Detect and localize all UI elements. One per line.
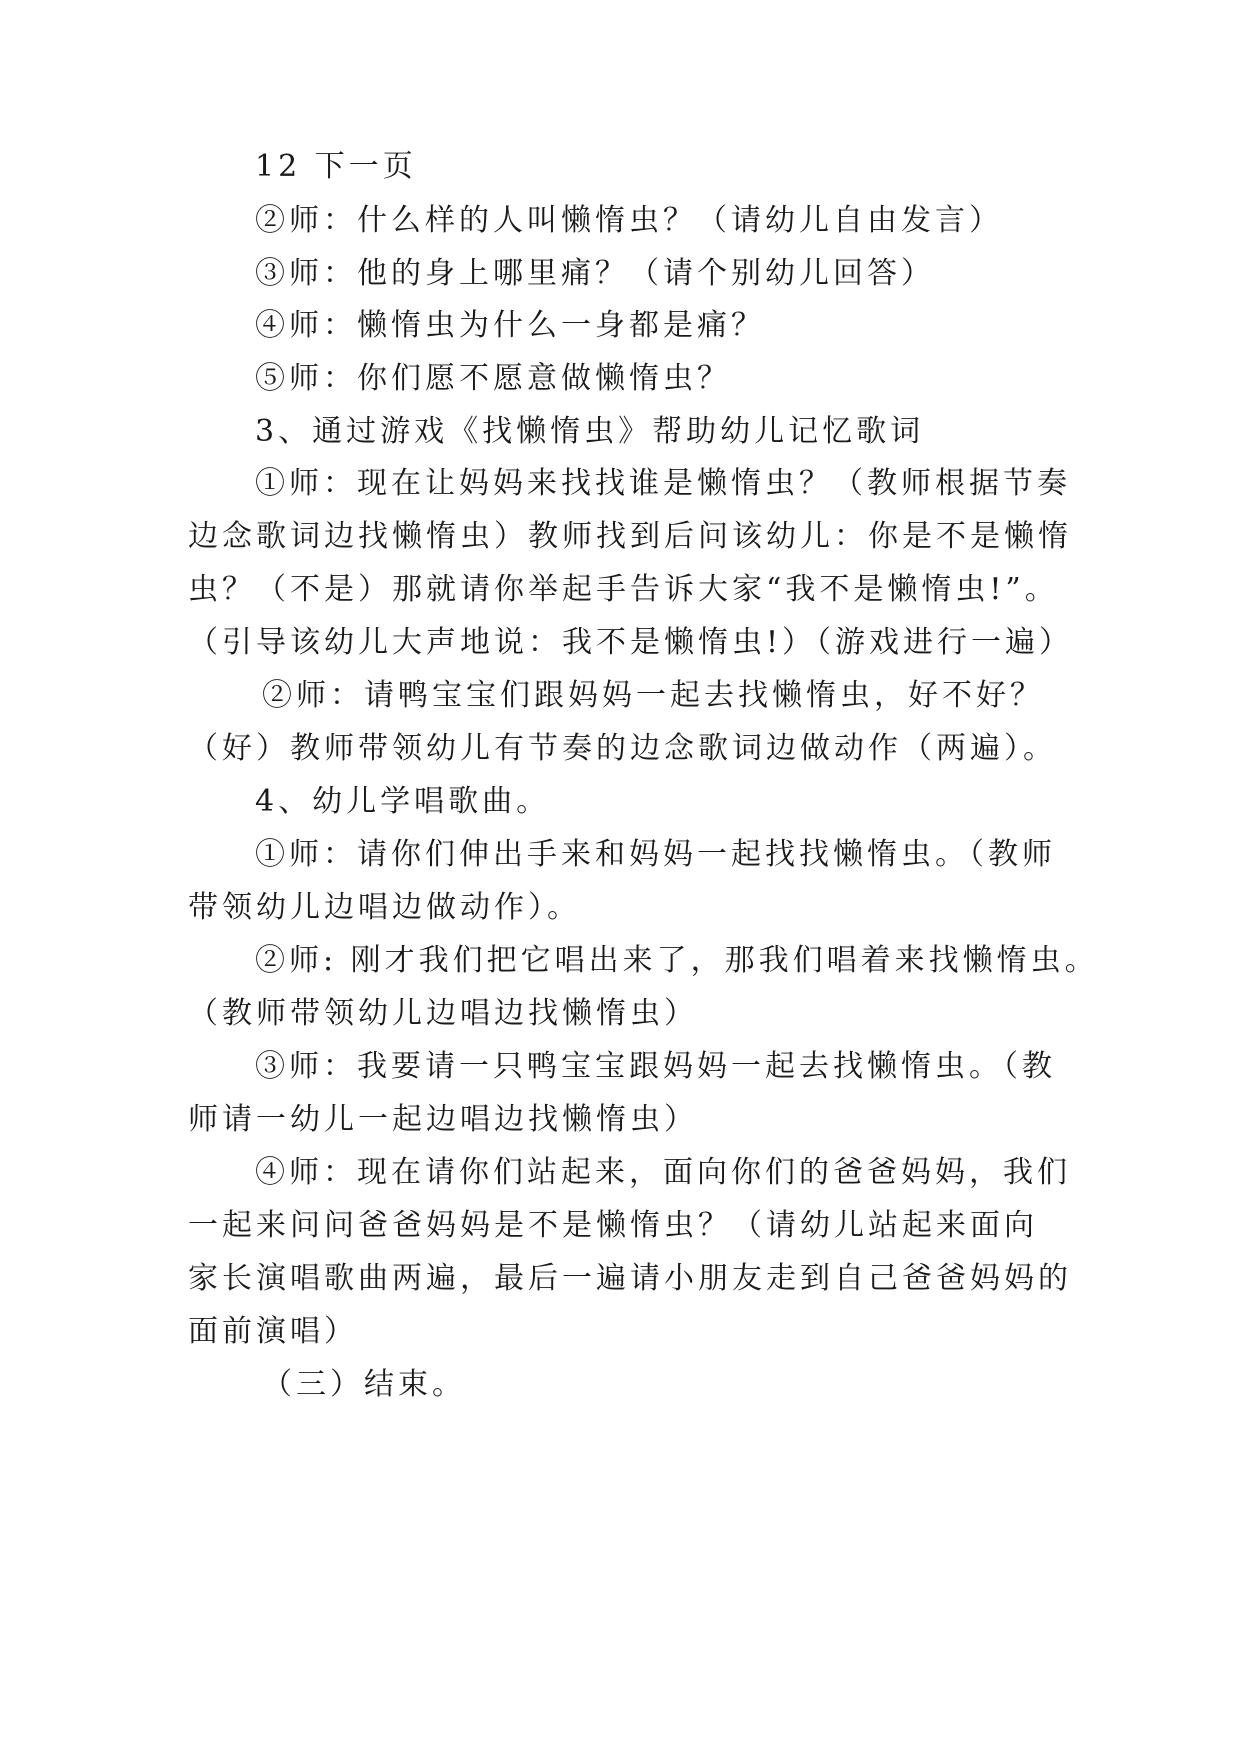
- paragraph-line: （好）教师带领幼儿有节奏的边念歌词边做动作（两遍）。: [188, 731, 1057, 766]
- paragraph-line: 虫？（不是）那就请你举起手告诉大家“我不是懒惰虫!”。: [188, 572, 1059, 607]
- paragraph-line: 边念歌词边找懒惰虫）教师找到后问该幼儿：你是不是懒惰: [188, 519, 1072, 554]
- paragraph-line: ①师：现在让妈妈来找找谁是懒惰虫？（教师根据节奏: [255, 466, 1071, 501]
- section-heading: 4、幼儿学唱歌曲。: [255, 784, 551, 819]
- page-indicator: 12 下一页: [255, 149, 417, 184]
- paragraph-line: （引导该幼儿大声地说：我不是懒惰虫!）（游戏进行一遍）: [188, 625, 1074, 660]
- paragraph-line: ④师：懒惰虫为什么一身都是痛？: [255, 308, 765, 343]
- section-heading: （三）结束。: [262, 1367, 466, 1402]
- paragraph-line: ④师：现在请你们站起来，面向你们的爸爸妈妈，我们: [255, 1155, 1071, 1190]
- paragraph-line: ⑤师：你们愿不愿意做懒惰虫？: [255, 361, 731, 396]
- paragraph-line: ②师：什么样的人叫懒惰虫？（请幼儿自由发言）: [255, 203, 1003, 238]
- paragraph-line: 一起来问问爸爸妈妈是不是懒惰虫？（请幼儿站起来面向: [188, 1208, 1038, 1243]
- paragraph-line: ②师：请鸭宝宝们跟妈妈一起去找懒惰虫，好不好？: [262, 678, 1044, 713]
- paragraph-line: ③师：我要请一只鸭宝宝跟妈妈一起去找懒惰虫。（教: [255, 1049, 1056, 1084]
- paragraph-line: 面前演唱）: [188, 1314, 358, 1349]
- section-heading: 3、通过游戏《找懒惰虫》帮助幼儿记忆歌词: [255, 414, 925, 449]
- paragraph-line: （教师带领幼儿边唱边找懒惰虫）: [188, 996, 698, 1031]
- paragraph-line: 师请一幼儿一起边唱边找懒惰虫）: [188, 1102, 698, 1137]
- paragraph-line: ②师: 刚才我们把它唱出来了，那我们唱着来找懒惰虫。: [255, 943, 1099, 978]
- paragraph-line: 带领幼儿边唱边做动作）。: [188, 890, 581, 925]
- paragraph-line: 家长演唱歌曲两遍，最后一遍请小朋友走到自己爸爸妈妈的: [188, 1261, 1072, 1296]
- paragraph-line: ③师：他的身上哪里痛？（请个别幼儿回答）: [255, 256, 935, 291]
- paragraph-line: ①师：请你们伸出手来和妈妈一起找找懒惰虫。（教师: [255, 837, 1056, 872]
